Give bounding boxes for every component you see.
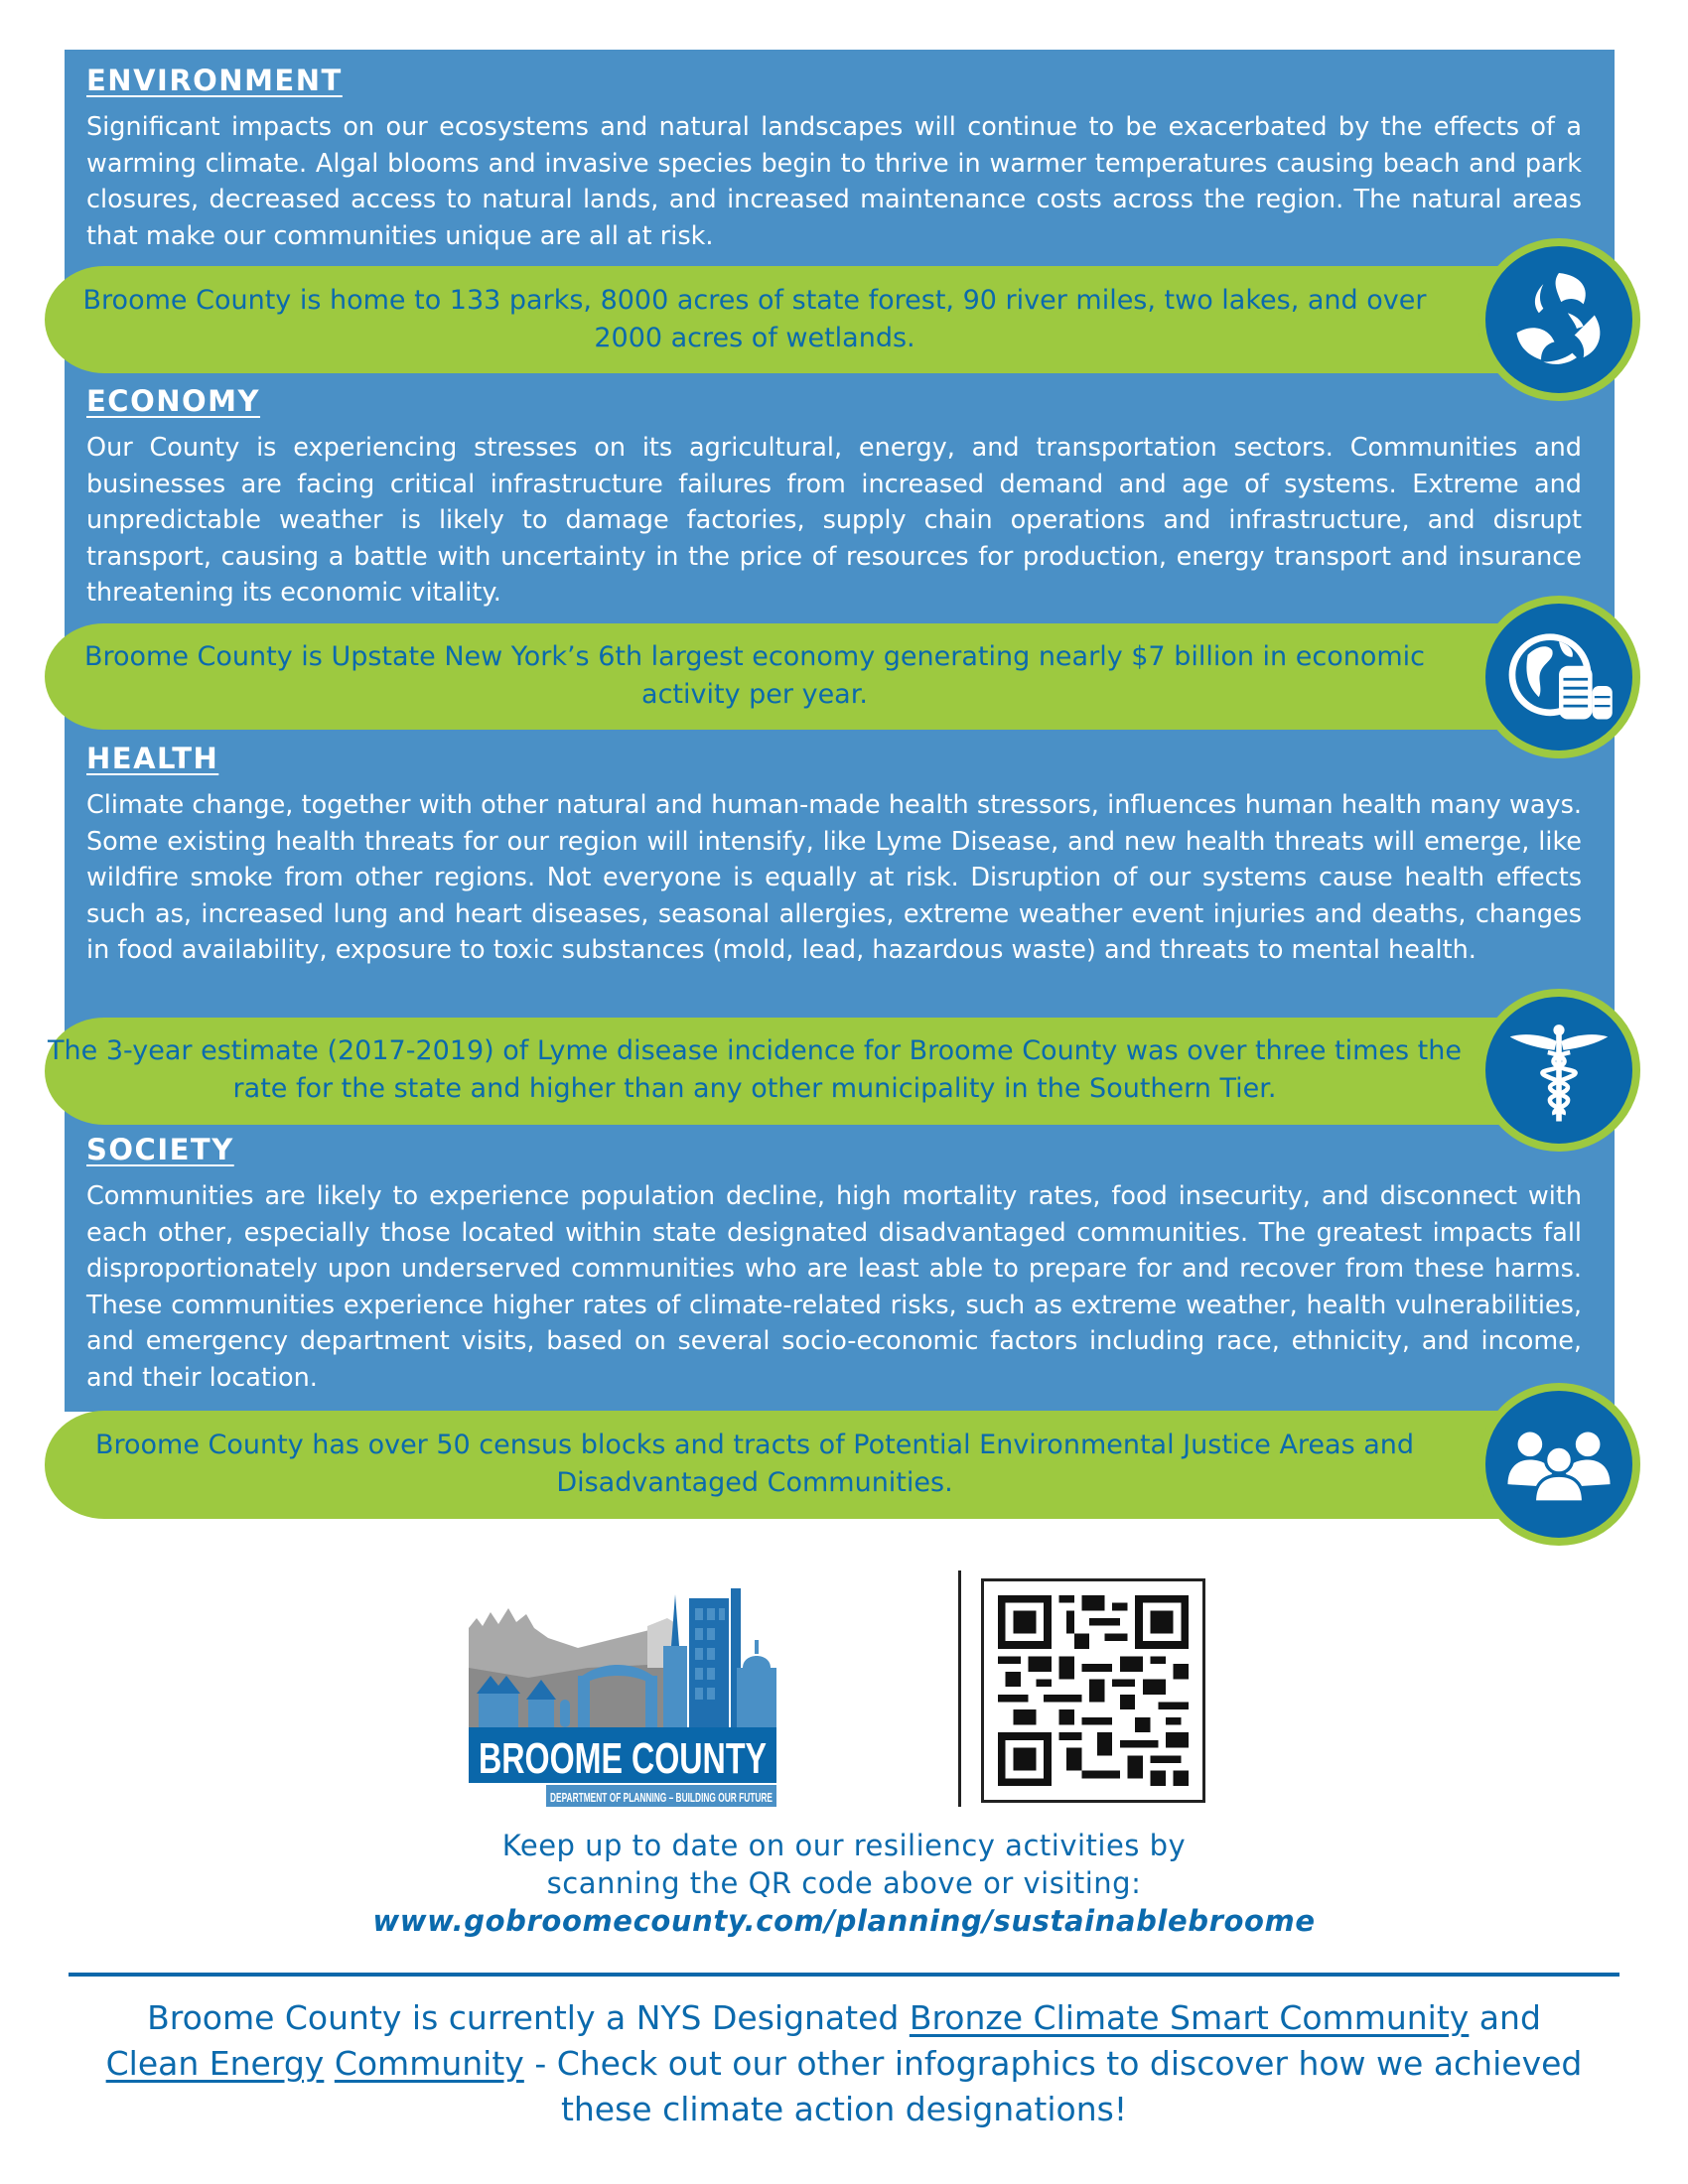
- climate-smart-community-link[interactable]: Bronze Climate Smart Community: [909, 1998, 1470, 2037]
- section-body-economy: Our County is experiencing stresses on its agricultural, energy, and transportation sectors. Communities and businesses are facing critical infrastructure failures from increased demand and age of systems. Extreme and unpredictable weather is likely to damage factories, supply chain operations and infrastructure, and disrupt transport, causing a battle with uncertainty in the price of resources for production, energy transport and insurance threatening its economic vitality.: [86, 433, 1582, 608]
- people-group-icon: [1503, 1409, 1615, 1520]
- callout-text-environment: Broome County is home to 133 parks, 8000 acres of state forest, 90 river miles, two lakes, and over 2000 acres of wetlands.: [82, 285, 1427, 353]
- callout-text-health: The 3-year estimate (2017-2019) of Lyme disease incidence for Broome County was over three times the rate for the state and higher than any other municipality in the Southern Tier.: [48, 1035, 1462, 1104]
- callout-text-economy: Broome County is Upstate New York’s 6th largest economy generating nearly $7 billion in economic activity per year.: [83, 641, 1425, 710]
- economy-icon-badge: [1477, 596, 1640, 758]
- callout-text-society: Broome County has over 50 census blocks and tracts of Potential Environmental Justice Areas and Disadvantaged Communities.: [94, 1430, 1415, 1498]
- keep-up-line-1: Keep up to date on our resiliency activities by: [501, 1829, 1187, 1862]
- community-link[interactable]: Community: [334, 2044, 524, 2083]
- keep-up-line-2: scanning the QR code above or visiting:: [546, 1866, 1142, 1900]
- section-heading-society: SOCIETY: [86, 1133, 234, 1166]
- globe-coins-icon: [1503, 621, 1615, 733]
- section-body-health: Climate change, together with other natural and human-made health stressors, influences human health many ways. Some existing health threats for our region will intensify, like Lyme Disease, and new health threats will emerge, like wildfire smoke from other regions. Not everyone is equally at risk. Disruption of our systems cause health effects such as, increased lung and heart diseases, seasonal allergies, extreme weather event injuries and deaths, changes in food availability, exposure to toxic substances (mold, lead, hazardous waste) and threats to mental health.: [86, 790, 1582, 965]
- website-link[interactable]: www.gobroomecounty.com/planning/sustainablebroome: [372, 1904, 1316, 1938]
- environment-icon-badge: [1477, 238, 1640, 401]
- keep-up-text: [248, 1827, 1440, 1902]
- qr-code-icon: [998, 1595, 1189, 1786]
- logo-tagline: DEPARTMENT OF PLANNING – BUILDING OUR FUTURE: [550, 1790, 774, 1805]
- broome-county-logo: [469, 1569, 776, 1807]
- footer-part-1: Broome County is currently a NYS Designated: [147, 1998, 910, 2037]
- caduceus-icon: [1503, 1015, 1615, 1126]
- society-icon-badge: [1477, 1383, 1640, 1546]
- section-heading-health: HEALTH: [86, 742, 219, 775]
- footer-text: [70, 1995, 1618, 2132]
- footer-part-4: - Check out our other infographics to discover how we achieved these climate action designations!: [523, 2044, 1583, 2128]
- section-body-society: Communities are likely to experience population decline, high mortality rates, food insecurity, and disconnect with each other, especially those located within state designated disadvantaged communities. The greatest impacts fall disproportionately upon underserved communities who are least able to prepare for and recover from these harms. These communities experience higher rates of climate-related risks, such as extreme weather, health vulnerabilities, and emergency department visits, based on several socio-economic factors including race, ethnicity, and income, and their location.: [86, 1181, 1582, 1393]
- city-skyline-icon: [469, 1569, 776, 1807]
- section-heading-economy: ECONOMY: [86, 384, 261, 418]
- logo-qr-divider: [958, 1570, 961, 1807]
- clean-energy-link[interactable]: Clean Energy: [105, 2044, 325, 2083]
- logo-name: BROOME COUNTY: [479, 1734, 767, 1783]
- footer-part-2: and: [1469, 1998, 1541, 2037]
- qr-code[interactable]: [981, 1578, 1205, 1803]
- section-heading-environment: ENVIRONMENT: [86, 64, 343, 97]
- section-body-environment: Significant impacts on our ecosystems and natural landscapes will continue to be exacerbated by the effects of a warming climate. Algal blooms and invasive species begin to thrive in warmer temperatures causing beach and park closures, decreased access to natural lands, and increased maintenance costs across the region. The natural areas that make our communities unique are all at risk.: [86, 112, 1582, 251]
- health-icon-badge: [1477, 989, 1640, 1152]
- footer-part-3: [324, 2044, 335, 2083]
- footer-divider: [69, 1973, 1619, 1977]
- leaves-recycle-icon: [1503, 264, 1615, 375]
